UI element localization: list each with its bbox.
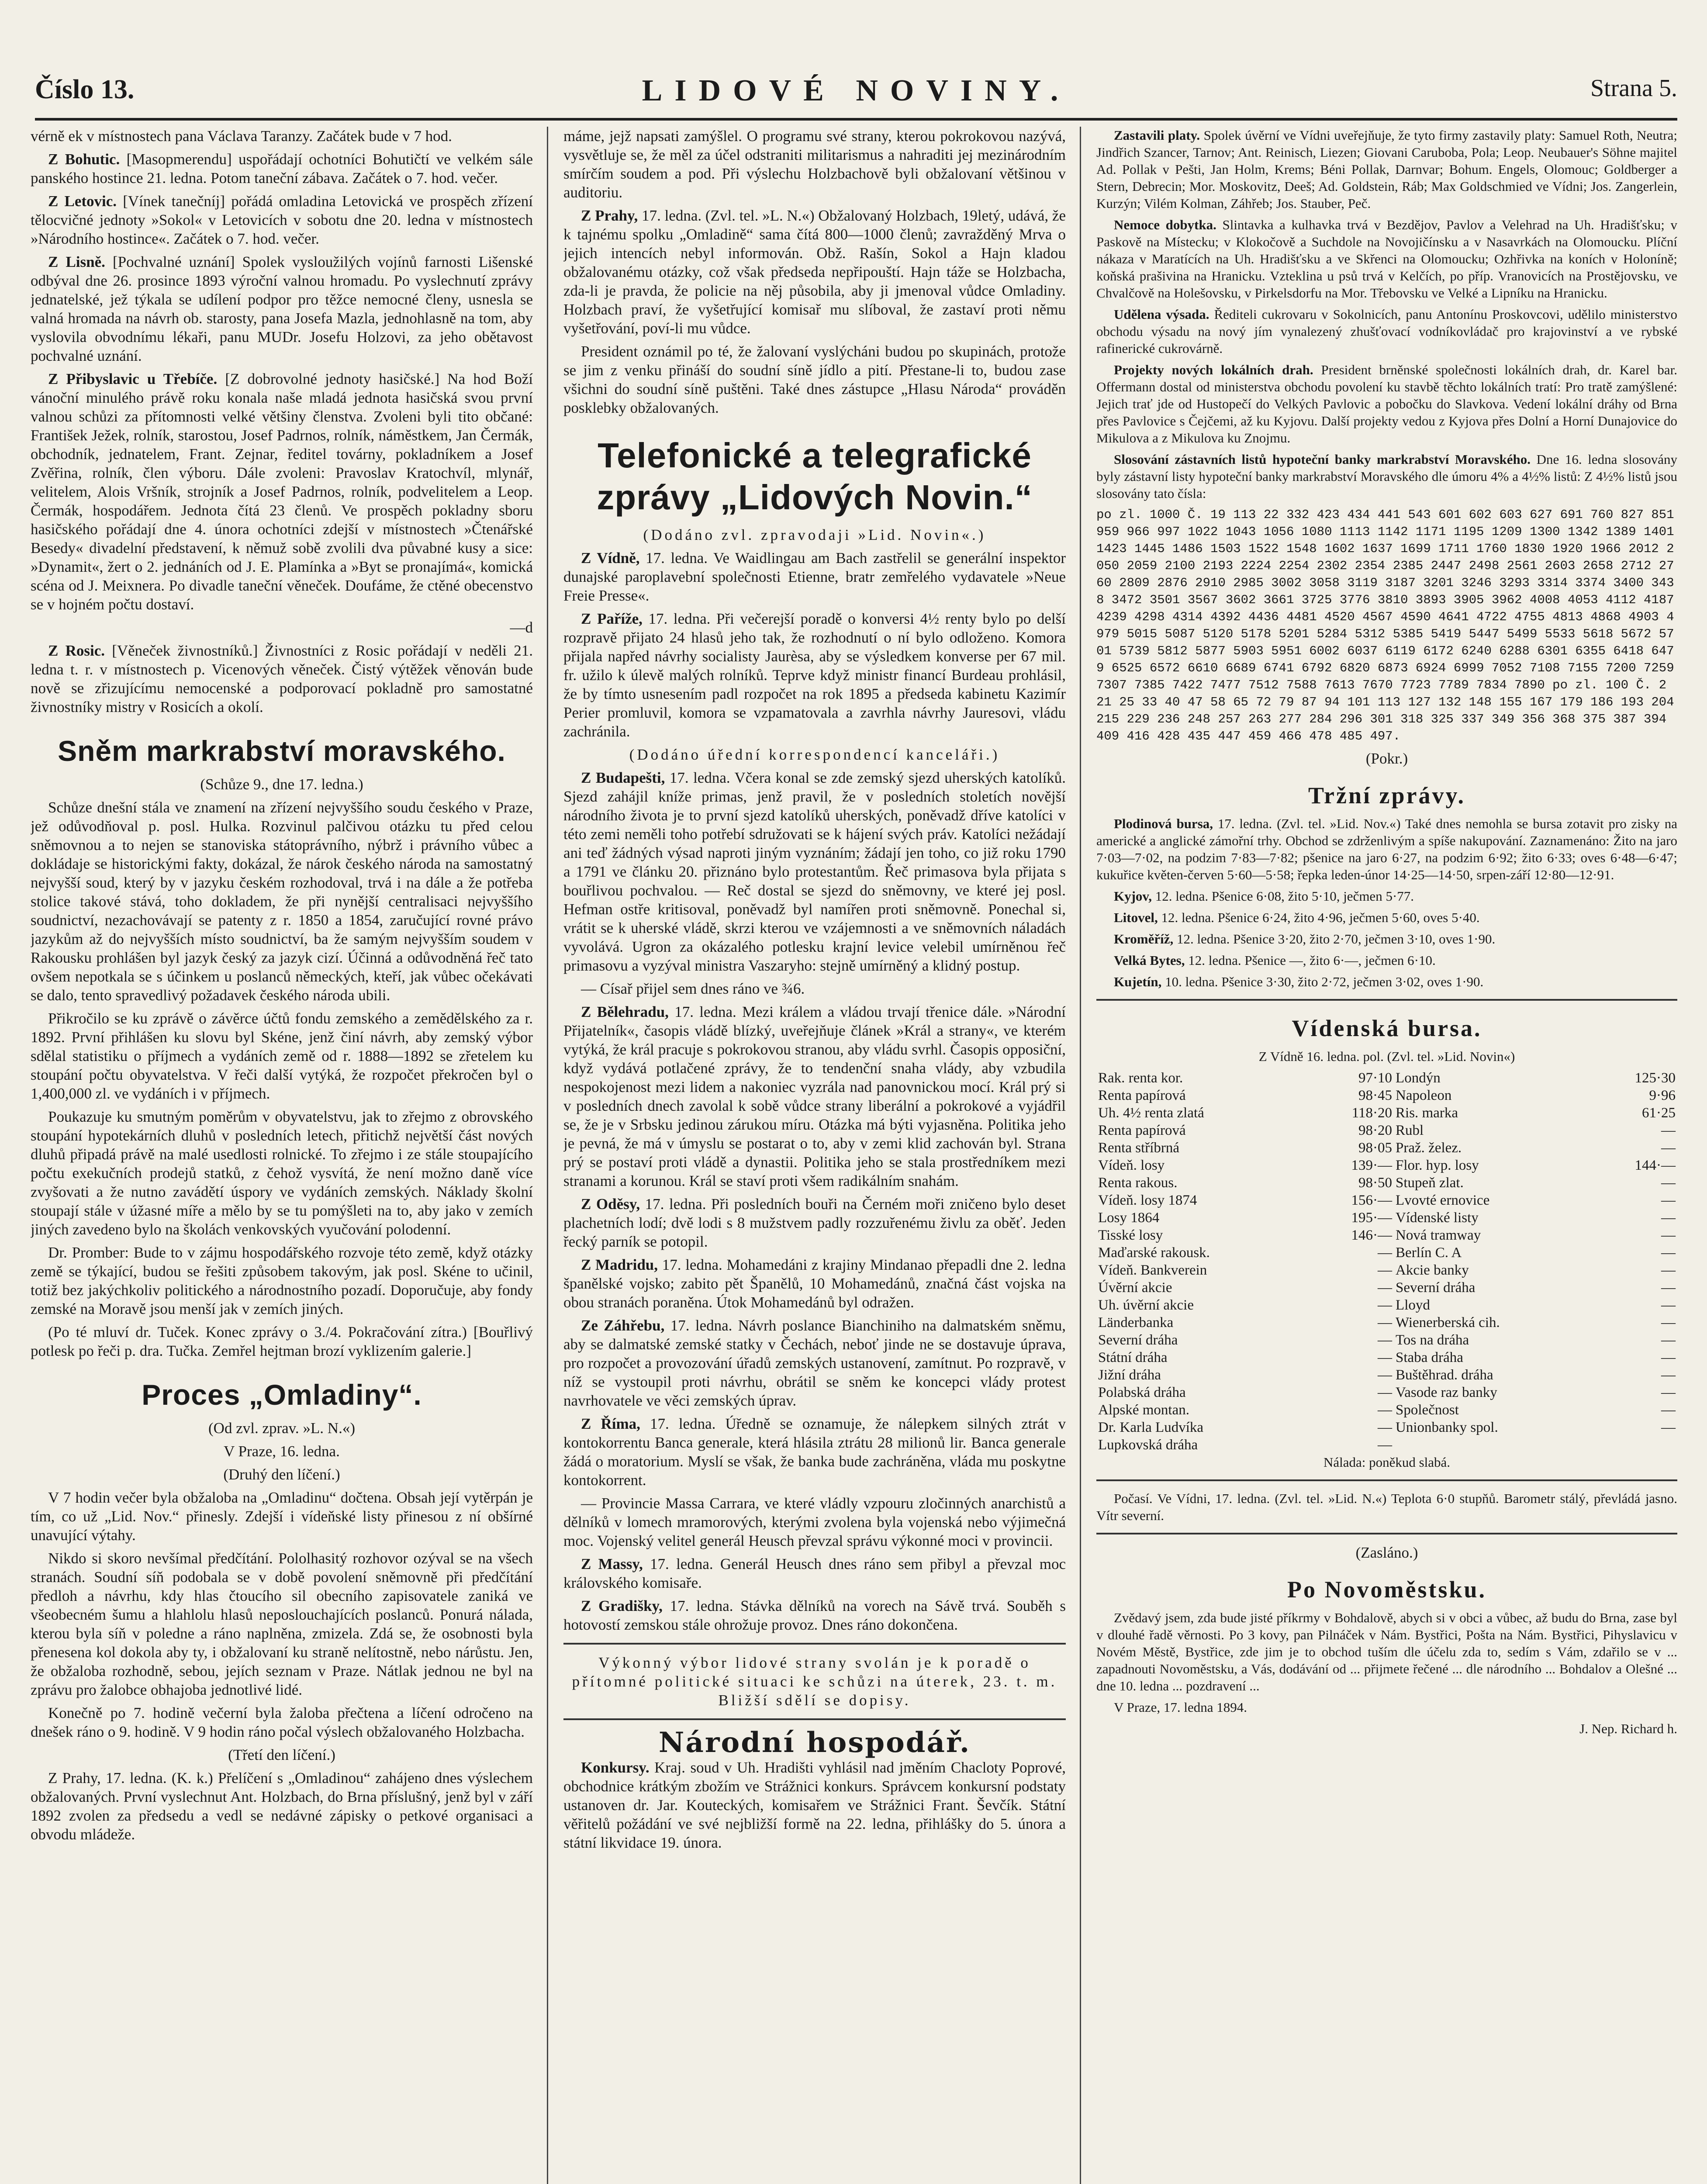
bursa-item-value: — — [1661, 1332, 1676, 1348]
market-kromeriz — [1096, 930, 1677, 947]
telegram-madrid — [563, 1255, 1066, 1312]
article-text: 12. ledna. Pšenice —, žito 6·—, ječmen 6·10. — [1188, 953, 1436, 968]
bursa-item-value: 98·20 — [1358, 1123, 1393, 1138]
local-news-lisen — [31, 252, 533, 365]
article-text: Schůze dnešní stála ve znamení na zřízení nejvyššího soudu českého v Praze, jež odůvodňoval p. posl. Hulka. Rozvinul palčivou otázku tu před celou sněmovnou a to nejen se stanoviska státoprávního, nýbrž i právního vůbec a dokládaje se historickými fakty, dokázal, že nárok českého národa na samostatný nejvyšší soud, který by v jazyku českém rozhodoval, trvá i na dále a že potřeba stolice takové stává, toho dokladem, že při nynější centralisaci nejvyššího soudnictví, nezachovávají se patenty z r. 1850 a 1854, zaručující rovné právo jazykům až do nejvyšších místo soudnictví, ba že samým nejvyšším soudem v Rakousku prohlášen byl jazyk český za jazyk cizí. Účinná a odůvodněná řeč tato ovšem nepotkala se s účinkem u poslanců německých, kteří, jak vůbec očekávati se dalo, tento spravedlivý požadavek českého národa ubili. — [31, 799, 533, 1004]
bursa-item-name: Tos na dráha — [1396, 1332, 1469, 1348]
bursa-item-name: Renta rakous. — [1098, 1175, 1178, 1191]
bursa-item-name: Alpské montan. — [1098, 1402, 1189, 1418]
bursa-item-name: Státní dráha — [1098, 1350, 1168, 1365]
heading-videnska-bursa: Vídenská bursa. — [1292, 1015, 1482, 1041]
place-lead: Z Letovic. — [48, 193, 117, 210]
bursa-item-value: 125·30 — [1634, 1070, 1676, 1086]
place-lead: Kroměříž, — [1114, 931, 1174, 947]
bursa-item-name: Maďarské rakousk. — [1098, 1245, 1210, 1261]
article-signature: —d — [510, 619, 533, 636]
bursa-item-value: — — [1661, 1210, 1676, 1226]
bursa-item-name: Dr. Karla Ludvíka — [1098, 1420, 1204, 1435]
place-lead: Zastavili platy. — [1114, 128, 1200, 143]
bursa-item-value: 98·45 — [1358, 1088, 1393, 1103]
article-text: 17. ledna. Stávka dělníků na vorech na Sávě trvá. Souběh s hotovostí zemskou stále ohrožuje provoz. Dnes ráno dokončena. — [563, 1597, 1066, 1633]
bursa-row — [1096, 1296, 1677, 1314]
bursa-item-value: — — [1378, 1350, 1393, 1365]
article-text: Spolek úvěrní ve Vídni uveřejňuje, že tyto firmy zastavily platy: Samuel Roth, Neutra; Jindřich Szancer, Tarnov; Ant. Reinisch, Liezen; Giovani Caruboba, Pola; Leop. Neubauer's Söhne majitel Ad. Pollak v Pešti, Jan Holm, Krems; Béni Pollak, Darnvar; Bohum. Engels, Olomouc; Goldberger a Stern, Debrecin; Mor. Moskovitz, Deeš; Ad. Goldstein, Ráb; Max Goldschmied ve Vídni; Jos. Zangerlein, Kurzýn; Vilém Kolman, Záhřeb; Jos. Stauber, Peč. — [1096, 128, 1677, 211]
zaslano-label: (Zasláno.) — [1355, 1544, 1418, 1561]
article-text: máme, jejž napsati zamýšlel. O programu své strany, kterou pokrokovou nazývá, vysvětluje se, že měl za účel odstraniti militarismus a nahraditi jej mezinárodním smírčím soudem a pod. Při výslechu Holzbachově byli obžalovaní většinou v auditoriu. — [563, 128, 1066, 201]
bursa-item-value: — — [1378, 1315, 1393, 1330]
column-rule-1 — [547, 127, 548, 2184]
bursa-item-name: Vídeň. Bankverein — [1098, 1262, 1207, 1278]
bursa-item-value: 146·— — [1351, 1227, 1393, 1243]
bursa-item-name: Wienerberská cih. — [1396, 1315, 1500, 1330]
party-notice: Výkonný výbor lidové strany svolán je k poradě o přítomné politické situaci ke schůzi na úterek, 23. t. m. Bližší sdělí se dopisy. — [572, 1654, 1057, 1709]
heading-narodni-hospodar: Národní hospodář. — [658, 1726, 971, 1759]
bursa-item-value: — — [1378, 1385, 1393, 1400]
economy-zastavili-platy — [1096, 127, 1677, 212]
place-lead: Z Rosic. — [48, 642, 105, 659]
bursa-item-name: Praž. želez. — [1396, 1140, 1462, 1156]
bursa-item-value: — — [1378, 1280, 1393, 1296]
bursa-item-value: 61·25 — [1642, 1105, 1676, 1121]
bursa-row — [1096, 1244, 1677, 1261]
bursa-row — [1096, 1366, 1677, 1384]
bursa-item-name: Tisské losy — [1098, 1227, 1163, 1243]
bursa-item-name: Vídeň. losy 1874 — [1098, 1192, 1197, 1208]
bursa-item-name: Nová tramway — [1396, 1227, 1481, 1243]
page-number: Strana 5. — [1590, 75, 1677, 102]
article-text: [Masopmerendu] uspořádají ochotníci Bohutičtí ve velkém sále panského hostince 21. ledna. Potom taneční zábava. Začátek o 7. hod. večer. — [31, 151, 533, 187]
bursa-item-name: Rubl — [1396, 1123, 1424, 1138]
bursa-item-value: — — [1378, 1420, 1393, 1435]
market-litovel — [1096, 909, 1677, 926]
bursa-item-value: 156·— — [1351, 1192, 1393, 1208]
bursa-item-value: — — [1661, 1123, 1676, 1138]
telegram-vienna — [563, 549, 1066, 605]
article-text: President oznámil po té, že žalovaní vyslýcháni budou po skupinách, protože se jim z venku přináší do soudní síně jídlo a pití. Přestane-li to, budou zase všichni do soudní síně puštěni. Také dnes zástupce „Hlasu Národa“ prováděn posklebky obžalovaných. — [563, 343, 1066, 416]
bursa-row — [1096, 1436, 1677, 1454]
local-news-bohutice — [31, 150, 533, 187]
divider — [563, 1718, 1066, 1720]
bursa-row — [1096, 1227, 1677, 1244]
heading-snem: Sněm markrabství moravského. — [58, 735, 506, 767]
market-kojetin — [1096, 973, 1677, 990]
proces-source: (Od zvl. zprav. »L. N.«) — [208, 1420, 355, 1437]
article-text: — Provincie Massa Carrara, ve které vládly vzpouru zločinných anarchistů a dělníků v lomech mramorových, kterými zvolena byla vojenská nebo výjimečná moc. Vojenský velitel generál Heusch převzal správu výkonné moci v provincii. — [563, 1495, 1066, 1549]
bursa-item-value: — — [1378, 1437, 1393, 1453]
economy-vysada — [1096, 306, 1677, 357]
issue-number: Číslo 13. — [35, 75, 135, 104]
heading-proces: Proces „Omladiny“. — [142, 1379, 422, 1411]
weather-report: Počasí. Ve Vídni, 17. ledna. (Zvl. tel. »Lid. N.«) Teplota 6·0 stupňů. Barometr stálý, převládá jasno. Vítr severní. — [1096, 1491, 1677, 1523]
bursa-item-name: Stupeň zlat. — [1396, 1175, 1464, 1191]
bursa-item-name: Länderbanka — [1098, 1315, 1174, 1330]
article-text: vérně ek v místnostech pana Václava Taranzy. Začátek bude v 7 hod. — [31, 128, 452, 145]
article-text: 17. ledna. Ve Waidlingau am Bach zastřelil se generální inspektor dunajské paroplavební společnosti Etienne, bratr zemřelého vydavatele »Neue Freie Presse«. — [563, 549, 1066, 604]
bursa-item-value — [1595, 1436, 1677, 1454]
place-lead: Velká Bytes, — [1114, 953, 1185, 968]
economy-lokalni-drahy — [1096, 361, 1677, 446]
bursa-item-name: Lvovté ernovice — [1396, 1192, 1490, 1208]
bursa-row — [1096, 1087, 1677, 1104]
bursa-row — [1096, 1279, 1677, 1296]
article-text: Zvědavý jsem, zda bude jisté příkrmy v Bohdalově, abych si v obci a vůbec, až budu do Brna, zase byl v dlouhé řadě věrnosti. Po 3 kovy, pan Pilnáček v Nám. Bystřici, Pošta na Nám. Bystřici, Pihyslavicu v Novém Městě, Bystřice, zde jim je to obchod tuším dle účelu zda to, sedím s Vám, zdařilo se v ... zapadnouti Novoměstsku, a Vás, dodávání od ... přijmete řečené ... dle národního ... Bohdalov a Olešné ... dne 10. ledna ... pozdravení ... — [1096, 1610, 1677, 1693]
bursa-item-name: Lloyd — [1396, 1297, 1430, 1313]
article-text: [Pochvalné uznání] Spolek vysloužilých vojínů farnosti Lišenské odbýval dne 26. prosince 1893 výroční valnou hromadu. Po vyslechnutí zprávy jednatelské, jež týkala se udílení podpor pro těžce nemocné členy, usnesla se valná hromada na návrh ob. starosty, pana Josefa Mazla, jednohlasně na tom, aby vyslovila obvodnímu lékaři, panu MUDr. Josefu Holzovi, za jeho obětavost pochvalné uznání. — [31, 253, 533, 364]
divider — [1096, 1479, 1677, 1481]
bursa-item-name: Společnost — [1396, 1402, 1459, 1418]
continued-note: (Pokr.) — [1365, 750, 1408, 767]
bursa-item-name: Polabská dráha — [1098, 1385, 1186, 1400]
bursa-row — [1096, 1104, 1677, 1122]
bursa-item-name — [1394, 1436, 1595, 1454]
bursa-row — [1096, 1174, 1677, 1192]
bursa-item-name: Lupkovská dráha — [1098, 1437, 1198, 1453]
bursa-item-value: 9·96 — [1649, 1088, 1676, 1103]
bursa-item-name: Uh. úvěrní akcie — [1098, 1297, 1194, 1313]
telegraph-source-official: (Dodáno úřední korrespondencí kanceláři.) — [629, 746, 1000, 763]
bursa-row — [1096, 1349, 1677, 1366]
place-lead: Z Prahy, — [581, 207, 638, 224]
column-3 — [1096, 127, 1677, 2184]
article-text: 10. ledna. Pšenice 3·30, žito 2·72, ječmen 3·02, oves 1·90. — [1165, 974, 1484, 989]
bursa-row — [1096, 1419, 1677, 1436]
article-text: Nikdo si skoro nevšímal předčítání. Pololhasitý rozhovor ozýval se na všech stranách. Soudní síň podobala se v době povolení sněmovně při předčítání předloh a návrhu, kdy hlas čtoucího sil obecního zapisovatele zaniká ve všeobecném šumu a hlahlolu hlasů neposlouchajících poslanců. Ponurá nálada, kterou byla síň v poledne a ráno naplněna, zmizela. Zdá se, že osobnosti byla přenesena kol dokola aby ty, i obžalovaní ku straně nelítostně, nebo nárůstu. Jen, že obžaloba rozhodně, sebou, jejích seznam v Praze. Nátlak jednou ne byl na zprávu pro žalobce obhajoba jednotlivé lidé. — [31, 1550, 533, 1698]
telegram-massa — [563, 1555, 1066, 1592]
bursa-item-name: Unionbanky spol. — [1396, 1420, 1498, 1435]
place-lead: Z Vídně, — [581, 549, 640, 567]
bursa-row — [1096, 1069, 1677, 1087]
bursa-item-value: 97·10 — [1358, 1070, 1393, 1086]
place-lead: Z Přibyslavic u Třebíče. — [48, 370, 218, 387]
bursa-item-value: — — [1661, 1420, 1676, 1435]
divider — [1096, 1533, 1677, 1534]
bursa-row — [1096, 1209, 1677, 1227]
bursa-item-value: 195·— — [1351, 1210, 1393, 1226]
article-text: 17. ledna. (Zvl. tel. »Lid. Nov.«) Také dnes nemohla se bursa zotavit pro zisky na americké a anglické zámořní trhy. Obchod se zdrženlivým a spíše nakupování. Zaznamenáno: Žito na jaro 7·03—7·02, na podzim 7·83—7·82; pšenice na jaro 6·27, na podzim 6·92; žito 6·33; oves 6·48—6·47; kukuřice květen-červen 5·60—5·58; řepka leden-únor 14·25—14·50, srpen-září 12·80—12·91. — [1096, 816, 1677, 882]
bursa-item-value: — — [1661, 1367, 1676, 1383]
bursa-item-name: Ris. marka — [1396, 1105, 1458, 1121]
bursa-item-name: Renta papírová — [1098, 1123, 1186, 1138]
column-1 — [31, 127, 533, 2184]
bursa-item-name: Severní dráha — [1396, 1280, 1475, 1296]
bursa-item-value: — — [1661, 1262, 1676, 1278]
bursa-row — [1096, 1139, 1677, 1157]
article-text: President brněnské společnosti lokálních drah, dr. Karel bar. Offermann dostal od ministerstva obchodu povolení ku stavbě těchto lokálních tratí: Pro tratě zamýšlené: Jejich trať jde od Hustopečí do Velkých Pavlovic a pobočku do Slavkova. Vedení lokální dráhy od Brna přes Pavlovice s Čejčemi, až ku Kyjovu. Další projekty vedou z Kyjova přes Dolní a Horní Dunajovice do Mikulova a z Mikulova ku Znojmu. — [1096, 362, 1677, 446]
place-lead: Z Říma, — [581, 1415, 640, 1432]
newspaper-title: LIDOVÉ NOVINY. — [642, 74, 1071, 107]
article-text: Přikročilo se ku zprávě o závěrce účtů fondu zemského a zemědělského za r. 1892. První přihlášen ku slovu byl Skéne, jenž činí návrh, aby zemský výbor sdělal statistiku o příjmech a vydáních země od r. 1888—1892 se zřetelem ku stoupání počtu obyvatelstva. V řeči další vytýká, že rozpočet překročen byl o 1,400,000 zl. ve vydáních i v příjmech. — [31, 1010, 533, 1102]
bursa-row — [1096, 1401, 1677, 1419]
bursa-item-value: — — [1661, 1385, 1676, 1400]
place-lead: Udělena výsada. — [1114, 307, 1209, 322]
bursa-item-name: Renta stříbrná — [1098, 1140, 1180, 1156]
bursa-item-name: Uh. 4½ renta zlatá — [1098, 1105, 1204, 1121]
bursa-table-body — [1096, 1069, 1677, 1454]
article-text: 17. ledna. Úředně se oznamuje, že nálepkem silných ztrát v kontokorrentu Banca generale, která hlásila ztrátu 28 milionů lir. Banca generale žádá o moratorium. Myslí se však, že banka bude zachráněna, vláda mu poskytne kontokorrent. — [563, 1415, 1066, 1489]
place-lead: Kyjov, — [1114, 888, 1152, 904]
bursa-row — [1096, 1331, 1677, 1349]
bursa-table — [1096, 1069, 1677, 1454]
bursa-item-name: Akcie banky — [1396, 1262, 1469, 1278]
bursa-item-name: Úvěrní akcie — [1098, 1280, 1172, 1296]
market-kyjov — [1096, 888, 1677, 905]
proces-dateline: V Praze, 16. ledna. — [224, 1443, 340, 1460]
article-text: Kraj. soud v Uh. Hradišti vyhlásil nad jměním Chacloty Poprové, obchodnice krátkým zbožím ve Strážnici konkurs. Správcem konkursní podstaty ustanoven dr. Jar. Kouteckých, komisařem ve Strážnici Frant. Ševčík. Státní věřitelů požádání ve své nejbližší formě na 22. ledna, přihlášky do 5. února a státní likvidace 19. února. — [563, 1759, 1066, 1851]
column-rule-2 — [1080, 127, 1081, 2184]
column-2 — [563, 127, 1066, 2184]
article-text: 12. ledna. Pšenice 3·20, žito 2·70, ječmen 3·10, oves 1·90. — [1177, 931, 1496, 947]
proces-day-2: (Druhý den líčení.) — [223, 1466, 340, 1483]
article-text: [Z dobrovolné jednoty hasičské.] Na hod Boží vánoční minulého právě roku konala naše mladá jednota hasičská svou první valnou schůzi za přítomnosti velké většiny členstva. Zvoleni byli tito občané: František Ježek, rolník, starostou, Josef Padrnos, rolník, náměstkem, Jan Čermák, obchodník, jednatelem, Frant. Zejnar, ředitel továrny, pokladníkem a Josef Zvěřina, rolník, člen výboru. Dále zvoleni: Pravoslav Kratochvíl, mlynář, velitelem, Alois Vršník, strojník a Josef Padrnos, rolník, podvelitelem a Leop. Čermák, hospodářem. Jednota čítá 23 členů. Ve prospěch pokladny sboru hasičského pořádají dne 4. února ochotníci zdejší v místnostech »Čtenářské Besedy« divadelní představení, k němuž sobě zvolili dva půvabné kusy a sice: »Dynamit«, žert o 2. jednáních od J. E. Plamínka a »Byt se pronajímá«, komická scéna od J. Meixnera. Po divadle taneční věneček. Doufáme, že ctěné obecenstvo se v hojném počtu dostaví. — [31, 370, 533, 613]
article-text: — Císař přijel sem dnes ráno ve ¾6. — [581, 980, 805, 997]
bursa-row — [1096, 1192, 1677, 1209]
bursa-row — [1096, 1261, 1677, 1279]
bursa-item-value: 118·20 — [1351, 1105, 1393, 1121]
bursa-row — [1096, 1122, 1677, 1139]
place-lead: Z Gradišky, — [581, 1597, 663, 1614]
bursa-item-name: Napoleon — [1396, 1088, 1452, 1103]
divider — [563, 1643, 1066, 1645]
divider — [1096, 999, 1677, 1001]
place-lead: Ze Záhřebu, — [581, 1317, 665, 1334]
article-text: Dne 16. ledna slosovány byly zástavní listy hypoteční banky markrabství Moravského dle úmoru 4% a 4½% listů: Z 4½% listů jsou slosovány tato čísla: — [1096, 452, 1677, 501]
bursa-subheading: Z Vídně 16. ledna. pol. (Zvl. tel. »Lid. Novin«) — [1258, 1049, 1515, 1064]
place-lead: Z Bohutic. — [48, 151, 120, 168]
bursa-item-value: — — [1661, 1140, 1676, 1156]
local-news-pribyslavice — [31, 370, 533, 614]
bursa-item-value: — — [1661, 1402, 1676, 1418]
bursa-item-name: Rak. renta kor. — [1098, 1070, 1183, 1086]
bursa-item-value: 98·50 — [1358, 1175, 1393, 1191]
place-lead: Kujetín, — [1114, 974, 1162, 989]
telegram-paris — [563, 609, 1066, 741]
article-text: Konečně po 7. hodině večerní byla žaloba přečtena a líčení odročeno na dnešek ráno o 9. hodině. V 9 hodin ráno počal výslech obžalovaného Holzbacha. — [31, 1704, 533, 1740]
economy-slosovani — [1096, 451, 1677, 502]
bursa-item-value: — — [1661, 1227, 1676, 1243]
masthead — [35, 66, 1677, 121]
bursa-item-value: — — [1378, 1245, 1393, 1261]
bursa-item-value: — — [1378, 1332, 1393, 1348]
article-text: [Věneček živnostníků.] Živnostníci z Rosic pořádají v neděli 21. ledna t. r. v místnostech p. Vicenových věneček. Čistý výtěžek věnován bude nově se zřizujícímu nemocenské a podporovací pokladně pro samostatné živnostníky mistry v Rosicích a okolí. — [31, 642, 533, 715]
bursa-item-name: Staba dráha — [1396, 1350, 1463, 1365]
bursa-item-value: — — [1661, 1350, 1676, 1365]
bursa-item-value: — — [1661, 1245, 1676, 1261]
bursa-item-name: Berlín C. A — [1396, 1245, 1462, 1261]
bursa-item-name: Buštěhrad. dráha — [1396, 1367, 1493, 1383]
bursa-item-value: — — [1661, 1280, 1676, 1296]
telegram-rome — [563, 1414, 1066, 1489]
bursa-item-value: 144·— — [1634, 1158, 1676, 1173]
bursa-item-value: — — [1378, 1297, 1393, 1313]
article-text: 12. ledna. Pšenice 6·24, žito 4·96, ječmen 5·60, oves 5·40. — [1161, 910, 1480, 925]
bursa-row — [1096, 1384, 1677, 1401]
bursa-item-name: Vídenské listy — [1396, 1210, 1479, 1226]
bursa-item-value: — — [1378, 1262, 1393, 1278]
proces-day-3: (Třetí den líčení.) — [228, 1746, 335, 1763]
telegram-budapest — [563, 768, 1066, 975]
article-text: Poukazuje ku smutným poměrům v obyvatelstvu, jak to zřejmo z obrovského stoupání hypotekárních dluhů v posledních letech, přitichž největší část nových dluhů připadá právě na malé usedlosti rolnické. To zřejmo i ze stále stoupajícího počtu exekučních prodejů statků, z čehož vysvítá, že není možno daně více zvyšovati a že nutno zavádětí úspory ve vydáních zemských. Náklady školní stoupají stále v úžasné míře a mělo by se tu pomýšleti na to, aby jako v zemích jiných zavedeno bylo na školách venkovských vyučování polodenní. — [31, 1108, 533, 1238]
local-news-rosice — [31, 641, 533, 716]
bursa-item-name: Severní dráha — [1098, 1332, 1178, 1348]
article-signature: J. Nep. Richard h. — [1579, 1721, 1677, 1736]
telegraph-source: (Dodáno zvl. zpravodaji »Lid. Novin«.) — [643, 526, 986, 543]
telegram-odessa — [563, 1195, 1066, 1251]
economy-nemoce-dobytka — [1096, 216, 1677, 301]
place-lead: Z Lisně. — [48, 253, 105, 270]
article-text: 17. ledna. Mohamedáni z krajiny Mindanao přepadli dne 2. ledna španělské vojsko; zabito pět Španělů, 10 Mohamedánů, značná část vojska na obou stranách poraněna. Útok Mohamedánů byl odražen. — [563, 1256, 1066, 1311]
place-lead: Z Bělehradu, — [581, 1003, 669, 1020]
place-lead: Projekty nových lokálních drah. — [1114, 362, 1313, 377]
bursa-mood: Nálada: poněkud slabá. — [1323, 1455, 1451, 1470]
place-lead: Litovel, — [1114, 910, 1158, 925]
article-text: V 7 hodin večer byla obžaloba na „Omladinu“ dočtena. Obsah její vytěrpán je tím, co už „Lid. Nov.“ přinesly. Zdejší i vídeňské listy přinesou z ní obšírné unavující výtahy. — [31, 1489, 533, 1544]
bursa-row — [1096, 1157, 1677, 1174]
heading-po-novomestsku: Po Novoměstsku. — [1287, 1576, 1486, 1603]
article-text: Dr. Promber: Bude to v zájmu hospodářského rozvoje této země, když otázky země se týkající, budou se řešiti způsobem takovým, jak posl. Skéne to učinil, totiž bez jakýchkoliv politického a národnostního pozadí. Doporučuje, aby fondy zemské na Moravě jsou menší jak v zemích jiných. — [31, 1244, 533, 1317]
article-text: 17. ledna. Včera konal se zde zemský sjezd uherských katolíků. Sjezd zahájil kníže primas, jenž pravil, že v posledních stoletích novější národního života je to první sjezd katolíků uherských, poněvadž dříve katolíci v této zemi neměli toho potřebí sdružovati se k hájení svých práv. Katolíci nežádají ani teď žádných výsad naproti jiným vyznáním; žádají jen toho, co již roku 1790 a 1791 ve článku 20. přiznáno bylo protestantům. Řeč primasova byla přijata s bouřlivou pochvalou. — Reč dostal se sjezd do sněmovny, ve které jej posl. Hefman ostře kritisoval, poněvadž byl namířen proti sněmovně. Ponechal si, vrátit se k uherské vládě, skrzi kterou ve vzájemnosti a ve sněmovních náladách vyvolává. Ugron za okázalého potlesku krajní levice velebil umírněnou řeč primasovu a vyzýval ministra Vaszaryho: stejně umírněný a klidný postup. — [563, 769, 1066, 974]
bursa-item-value: 98·05 — [1358, 1140, 1393, 1156]
lottery-numbers: po zl. 1000 Č. 19 113 22 332 423 434 441 543 601 602 603 627 691 760 827 851 959 966 997 1022 1043 1056 1080 1113 1142 1171 1195 1209 1300 1342 1389 1401 1423 1445 1486 1503 1522 1548 1602 1637 1699 1711 1760 1830 1920 1966 2012 2050 2059 2100 2193 2224 2254 2302 2354 2385 2447 2498 2561 2603 2658 2712 2760 2809 2876 2910 2985 3002 3058 3119 3187 3201 3246 3293 3314 3374 3400 3438 3472 3501 3567 3602 3661 3725 3776 3810 3893 3905 3962 4008 4053 4112 4187 4239 4298 4314 4392 4436 4481 4520 4567 4590 4641 4722 4755 4813 4868 4903 4979 5015 5087 5120 5178 5201 5284 5312 5385 5419 5447 5499 5533 5618 5672 5701 5739 5812 5877 5903 5951 6002 6037 6119 6172 6240 6288 6301 6355 6418 6479 6525 6572 6610 6689 6741 6792 6820 6873 6924 6999 7052 7108 7155 7200 7259 7307 7385 7422 7477 7512 7588 7613 7670 7723 7789 7834 7890 po zl. 100 Č. 2 21 25 33 40 47 58 65 72 79 87 94 101 113 127 132 148 155 167 179 186 193 204 215 229 236 248 257 263 277 284 296 301 318 325 337 349 356 368 375 387 394 409 416 428 435 447 459 466 478 485 497. — [1096, 508, 1674, 743]
heading-telegraph: Telefonické a telegrafické zprávy „Lidových Novin.“ — [597, 436, 1033, 517]
telegram-gradiska — [563, 1597, 1066, 1634]
heading-trzni-zpravy: Tržní zprávy. — [1308, 782, 1465, 809]
bursa-item-value: — — [1661, 1297, 1676, 1313]
place-lead: Z Massy, — [581, 1555, 643, 1572]
market-plodinova-bursa — [1096, 815, 1677, 883]
article-text: 12. ledna. Pšenice 6·08, žito 5·10, ječmen 5·77. — [1155, 888, 1414, 904]
place-lead: Z Budapešti, — [581, 769, 665, 786]
bursa-item-name: Renta papírová — [1098, 1088, 1186, 1103]
bursa-row — [1096, 1314, 1677, 1331]
article-text: 17. ledna. Při večerejší poradě o konversi 4½ renty bylo po delší rozpravě přijato 24 hlasů jeho tak, že rozhodnutí o ní bylo odloženo. Komora přijala napřed návrhy socialisty Jaurèsa, aby se výsledkem konverse per 67 mil. fr. užilo k úlevě malých rolníků. Teprve když ministr financí Burdeau prohlásil, že by tímto usnesením padl rozpočet na rok 1895 a předseda kabinetu Kazimír Perier promluvil, komora se vzpamatovala a zavrhla návrhy Jauresovi, vládu zachránila. — [563, 610, 1066, 740]
bursa-item-value: — — [1661, 1175, 1676, 1191]
article-text: [Vínek tanečníj] pořádá omladina Letovická ve prospěch zřízení tělocvičné jednoty »Sokol« v Letovicích v sobotu dne 20. ledna v místnostech »Národního hostince«. Začátek o 7. hod. večer. — [31, 193, 533, 247]
bursa-item-value: 139·— — [1351, 1158, 1393, 1173]
bursa-item-name: Flor. hyp. losy — [1396, 1158, 1479, 1173]
bursa-item-name: Vídeň. losy — [1098, 1158, 1165, 1173]
place-lead: Nemoce dobytka. — [1114, 217, 1216, 232]
market-velka-bytes — [1096, 952, 1677, 969]
bursa-item-name: Londýn — [1396, 1070, 1441, 1086]
telegram-belgrade — [563, 1002, 1066, 1190]
snem-subheading: (Schůze 9., dne 17. ledna.) — [200, 776, 363, 793]
telegram-prague — [563, 206, 1066, 338]
bursa-item-name: Losy 1864 — [1098, 1210, 1160, 1226]
article-text: (Po té mluví dr. Tuček. Konec zprávy o 3./4. Pokračování zítra.) [Bouřlivý potlesk po řeči p. dra. Tučka. Zemřel hejtman brozí vyklizením galerie.] — [31, 1324, 533, 1359]
bursa-item-value: — — [1661, 1192, 1676, 1208]
article-text: 17. ledna. Generál Heusch dnes ráno sem přibyl a převzal moc královského komisaře. — [563, 1555, 1066, 1591]
economy-konkursy — [563, 1758, 1066, 1852]
bursa-item-name: Vasode raz banky — [1396, 1385, 1497, 1400]
bursa-item-value: — — [1378, 1367, 1393, 1383]
place-lead: Z Paříže, — [581, 610, 643, 627]
article-text: 17. ledna. (Zvl. tel. »L. N.«) Obžalovaný Holzbach, 19letý, udává, že k tajnému spolku „Omladině“ sama čítá 800—1000 členů; zavražděný Mrva o jejich intencích nebyl informován. Obž. Rašín, Sokol a Hajn kladou obžalovanému otázky, což však předseda nepřipouští. Hajn táže se Holzbacha, zda-li je pravda, že policie na něj působila, aby ji jmenoval vůdce Omladiny. Holzbach praví, že vyšetřující komisař mu slíboval, že zastaví proti němu vyšetřování, poví-li mu vůdce. — [563, 207, 1066, 337]
local-news-letovice — [31, 192, 533, 248]
place-lead: Z Madridu, — [581, 1256, 658, 1273]
place-lead: Slosování zástavních listů hypoteční banky markrabství Moravského. — [1114, 452, 1531, 467]
article-text: 17. ledna. Při posledních bouři na Černém moři zničeno bylo deset plachetních lodí; dvě lodi s 8 mužstvem padly rozzuřenému živlu za oběť. Jeden řecký parník se potopil. — [563, 1196, 1066, 1250]
article-text: Řediteli cukrovaru v Sokolnicích, panu Antonínu Proskovcovi, udělilo ministerstvo obchodu výsadu na nový jím vynalezený zhušťovací vodníkovládač pro krajovinství a ve rybské rafinerické cukrovárně. — [1096, 307, 1677, 356]
bursa-item-name: Jižní dráha — [1098, 1367, 1161, 1383]
place-lead: Plodinová bursa, — [1114, 816, 1213, 831]
article-text: Z Prahy, 17. ledna. (K. k.) Přelíčení s „Omladinou“ zahájeno dnes výslechem obžalovaných. První vyslechnut Ant. Holzbach, do Brna příslušný, jenž byl v září 1892 zvolen za předsedu a vedl se nedávné zápisky o petkové organisaci a obvodu mládeže. — [31, 1769, 533, 1843]
article-text: 17. ledna. Návrh poslance Bianchiniho na dalmatském sněmu, aby se dalmatské zemské statky v Čechách, neboť jinde ne se dostavuje úprava, pro rozpočet a provozování úřadů zemských ustanovení, zamítnut. Po rozpravě, v níž se vystoupil proti návrhu, obrátil se sněm ke koncepci vlády protest navrhovatele ve věci zemských úprav. — [563, 1317, 1066, 1409]
bursa-item-value: — — [1661, 1315, 1676, 1330]
article-dateline: V Praze, 17. ledna 1894. — [1114, 1700, 1247, 1715]
place-lead: Konkursy. — [581, 1759, 650, 1776]
telegram-zagreb — [563, 1316, 1066, 1410]
article-text: 17. ledna. Mezi králem a vládou trvají třenice dále. »Národní Přijatelník«, časopis vládě blízký, uveřejňuje článek »Král a strany«, ve kterém vytýká, že král pracuje s pokrokovou stranou, aby vládu svrhl. Časopis opposiční, když vydává potlačené zprávy, že to tendenční snaha vlády, aby vzbudila nespokojenost mezi lidem a nakoniec vyzrála nad panovnickou mocí. Král prý si v posledních dnech zavolal k sobě vůdce strany liberální a pokrokové a vyjádřil se, že je v Srbsku jedinou zárukou míru. Otázka má býti vyjasněna. Politika jeho je pevná, že má v úmyslu se postarat o to, aby v zemi klid zachován byl. Strana prý se postaví proti vládě a dynastii. Politika jeho se stala prostředníkem mezi stranami a korunou. Král se staví proti všem radikálním snahám. — [563, 1003, 1066, 1189]
bursa-item-value: — — [1378, 1402, 1393, 1418]
article-text: Slintavka a kulhavka trvá v Bezdějov, Pavlov a Velehrad na Uh. Hradišťsku; v Paskově na Místecku; v Klokočově a Suchdole na Novojičínsku a v Nasavrkách na Olomoucku. Plíční nákaza v Maratících na Uh. Hradišťsku a ve Skřenci na Olomoucku; Ozhřivka na koních v Holoníně; koňská prašivina na Hranicku. Vzteklina u psů trvá v Kelčích, po příp. Vranovicích na Prostějovsku, ve Chvalčově na Holešovsku, v Pirkelsdorfu na Mor. Třebovsku ve Velké a Lipníku na Hranicku. — [1096, 217, 1677, 301]
place-lead: Z Oděsy, — [581, 1196, 640, 1213]
